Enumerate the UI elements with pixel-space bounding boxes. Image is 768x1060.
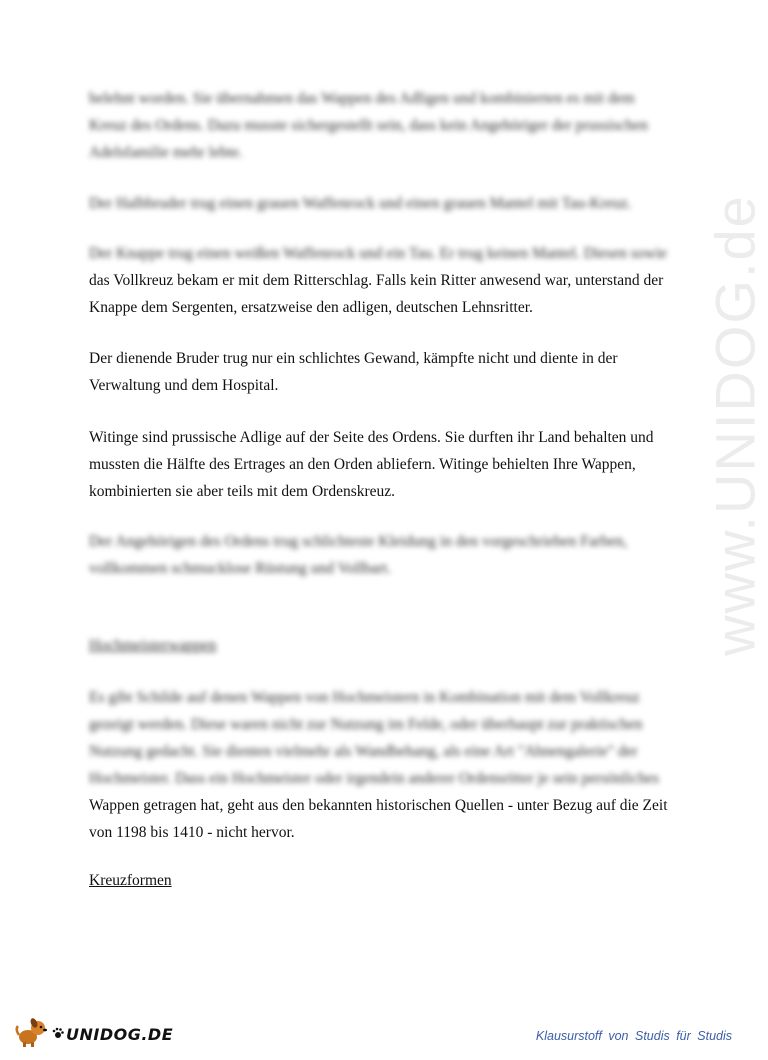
paragraph-witinge: Witinge sind prussische Adlige auf der Seite des Ordens. Sie durften ihr Land behalten und mussten die Hälfte des Ertrages an den Orden abliefern. Witinge behielten Ihre Wappen, kombinierten sie aber teils mit dem Ordenskreuz. — [89, 429, 654, 500]
dog-mascot-icon — [14, 1017, 50, 1052]
paragraph-hochmeister: Es gibt Schilde auf denen Wappen von Hochmeistern in Kombination mit dem Vollkreuz gezeigt werden. Diese waren nicht zur Nutzung im Felde, oder überhaupt zur praktischen Nutzung gedacht. Sie dienten vielmehr als Wandbehang, als eine Art "Ahnengalerie" der Hochmeister. Dass ein Hochmeister oder irgendein anderer Ordensritter je sein persönliches Wappen getragen hat, geht aus den bekannten historischen Quellen - unter Bezug auf die Zeit von 1198 bis 1410 - nicht hervor. — [89, 689, 668, 841]
heading-kreuzformen: Kreuzformen — [89, 872, 172, 889]
footer-slogan: Klausurstoff von Studis für Studis — [535, 1029, 732, 1043]
paragraph-dienender-bruder: Der dienende Bruder trug nur ein schlichtes Gewand, kämpfte nicht und diente in der Verwaltung und dem Hospital. — [89, 350, 618, 394]
unidog-logo[interactable] — [14, 1017, 173, 1052]
paragraph-knappe: Der Knappe trug einen weißen Waffenrock und ein Tau. Er trug keinen Mantel. Diesen sowie das Vollkreuz bekam er mit dem Ritterschlag. Falls kein Ritter anwesend war, unterstand der Knappe dem Sergenten, ersatzweise den adligen, deutschen Lehnsritter. — [89, 245, 667, 316]
paragraph-halbbruder: Der Halbbruder trug einen grauen Waffenrock und einen grauen Mantel mit Tau-Kreuz. — [89, 195, 632, 212]
logo-text: UNIDOG.DE — [66, 1025, 174, 1044]
watermark: www.UNIDOG.de — [703, 194, 767, 656]
paragraph-blurred-kleidung: Der Angehörigen des Ordens trug schlichteste Kleidung in den vorgeschrieben Farben, vollkommen schmucklose Rüstung und Vollbart. — [89, 533, 628, 577]
paw-icon — [52, 1026, 64, 1044]
heading-hochmeisterwappen: Hochmeisterwappen — [89, 637, 217, 654]
paragraph-blurred-1: belehnt worden. Sie übernahmen das Wappen des Adligen und kombinierten es mit dem Kreuz des Ordens. Dazu musste sichergestellt sein, dass kein Angehöriger der prussischen Adelsfamilie mehr lebte. — [89, 90, 648, 161]
